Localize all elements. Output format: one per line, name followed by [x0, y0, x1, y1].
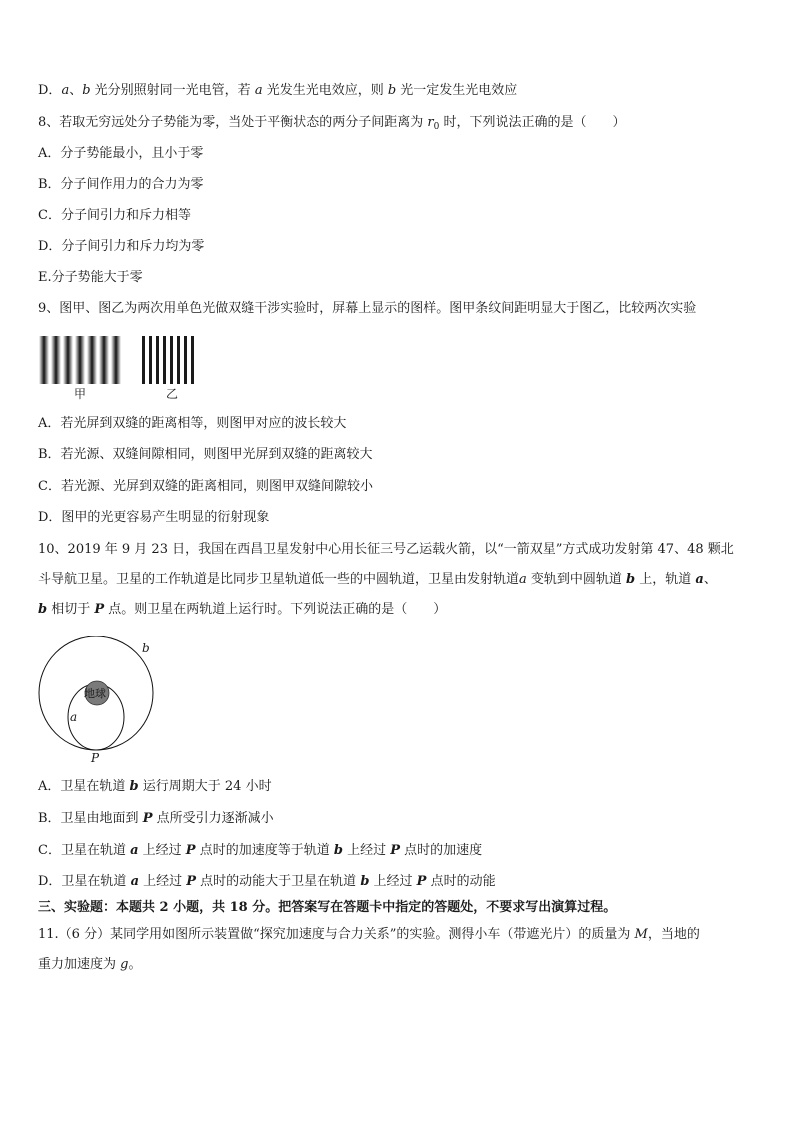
text: 斗导航卫星。卫星的工作轨道是比同步卫星轨道低一些的中圆轨道，卫星由发射轨道: [38, 572, 520, 587]
var-a: a: [61, 83, 70, 98]
text: C．卫星在轨道: [38, 843, 131, 858]
var-b: b: [387, 83, 397, 98]
q11-stem-line1: [38, 926, 700, 944]
fringe-pattern-yi: [141, 336, 201, 384]
q8-option-b: B．分子间作用力的合力为零: [38, 177, 204, 192]
var-a: a: [695, 572, 704, 587]
var-b: b: [333, 843, 343, 858]
text: 、: [703, 572, 717, 587]
text: 光发生光电效应，则: [262, 83, 388, 98]
text: 11.（6 分）某同学用如图所示装置做“探究加速度与合力关系”的实验。测得小车（带遮光片）的质量为: [38, 927, 635, 942]
fig-label-yi: 乙: [166, 387, 179, 401]
q9-option-d: D．图甲的光更容易产生明显的衍射现象: [38, 510, 270, 525]
text: 点时的动能大于卫星在轨道: [196, 874, 361, 889]
text: B．卫星由地面到: [38, 811, 143, 826]
var-a: a: [130, 843, 139, 858]
var-P: P: [185, 843, 196, 858]
var-a: a: [254, 83, 263, 98]
q8-option-a: A．分子势能最小，且小于零: [38, 146, 204, 161]
q9-option-c: C．若光源、光屏到双缝的距离相同，则图甲双缝间隙较小: [38, 479, 373, 494]
orbit-svg: [36, 636, 161, 766]
text: 点时的加速度等于轨道: [195, 843, 334, 858]
text: 上经过: [138, 843, 186, 858]
q10-option-c: [38, 842, 482, 860]
fig-label-jia: 甲: [74, 387, 87, 401]
q9-stem: 9、图甲、图乙为两次用单色光做双缝干涉实验时，屏幕上显示的图样。图甲条纹间距明显大于图乙，比较两次实验: [38, 301, 697, 316]
orbit-diagram: [36, 636, 161, 766]
q10-option-a: [38, 778, 272, 796]
text: 。: [128, 957, 142, 972]
q10-option-b: [38, 810, 274, 828]
q9-option-a: A．若光屏到双缝的距离相等，则图甲对应的波长较大: [38, 416, 347, 431]
text: ，当地的: [647, 927, 700, 942]
q10-stem-line1: 10、2019 年 9 月 23 日，我国在西昌卫星发射中心用长征三号乙运载火箭，以“一箭双星”方式成功发射第 47、48 颗北: [38, 542, 734, 557]
text: 上经过: [369, 874, 417, 889]
var-P: P: [142, 811, 153, 826]
var-b: b: [626, 572, 636, 587]
orbit-a-label: a: [70, 710, 78, 724]
var-P: P: [416, 874, 427, 889]
fringe-pattern-jia: [38, 336, 124, 384]
q8-option-d: D．分子间引力和斥力均为零: [38, 239, 205, 254]
var-b: b: [360, 874, 370, 889]
var-P: P: [94, 602, 105, 617]
text: 、: [69, 83, 83, 98]
text: 点所受引力逐渐减小: [152, 811, 274, 826]
text: A．卫星在轨道: [38, 779, 130, 794]
text: 点时的动能: [426, 874, 496, 889]
text: 8、若取无穷远处分子势能为零，当处于平衡状态的两分子间距离为: [38, 115, 428, 130]
q9-option-b: B．若光源、双缝间隙相同，则图甲光屏到双缝的距离较大: [38, 447, 373, 462]
q8-option-c: C．分子间引力和斥力相等: [38, 208, 191, 223]
section-3-title: 三、实验题：本题共 2 小题，共 18 分。把答案写在答题卡中指定的答题处，不要求写出演算过程。: [38, 900, 617, 915]
text: 重力加速度为: [38, 957, 121, 972]
q11-stem-line2: [38, 956, 141, 974]
orbit-b-label: b: [142, 641, 150, 655]
interference-fringes-yi: [141, 336, 201, 384]
earth-label: 地球: [84, 687, 106, 700]
text: 时，下列说法正确的是（ ）: [439, 115, 626, 130]
q8-option-e: E.分子势能大于零: [38, 270, 143, 285]
q10-stem-line2: [38, 571, 717, 589]
text: D．: [38, 83, 62, 98]
text: 光一定发生光电效应: [396, 83, 518, 98]
text: 相切于: [47, 602, 95, 617]
var-P: P: [186, 874, 197, 889]
var-b: b: [38, 602, 48, 617]
var-P: P: [390, 843, 400, 858]
var-a: a: [130, 874, 139, 889]
q7-option-d: [38, 82, 517, 100]
text: 运行周期大于 24 小时: [138, 779, 272, 794]
text: 点时的加速度: [399, 843, 483, 858]
point-p-label: P: [91, 751, 100, 765]
var-a: a: [519, 572, 527, 587]
q10-option-d: [38, 873, 496, 891]
text: 上经过: [342, 843, 391, 858]
var-M: M: [634, 927, 648, 942]
var-r: r: [427, 115, 434, 130]
interference-fringes-jia: [38, 336, 124, 384]
var-b: b: [82, 83, 91, 98]
text: 点。则卫星在两轨道上运行时。下列说法正确的是（ ）: [104, 602, 447, 617]
var-g: g: [120, 957, 129, 972]
q10-stem-line3: [38, 601, 446, 619]
text: 光分别照射同一光电管，若: [90, 83, 255, 98]
var-b: b: [129, 779, 139, 794]
text: 上经过: [139, 874, 187, 889]
subscript: 0: [433, 122, 440, 132]
text: 上，轨道: [635, 572, 696, 587]
q8-stem: [38, 114, 626, 136]
text: D．卫星在轨道: [38, 874, 131, 889]
text: 变轨到中圆轨道: [526, 572, 627, 587]
